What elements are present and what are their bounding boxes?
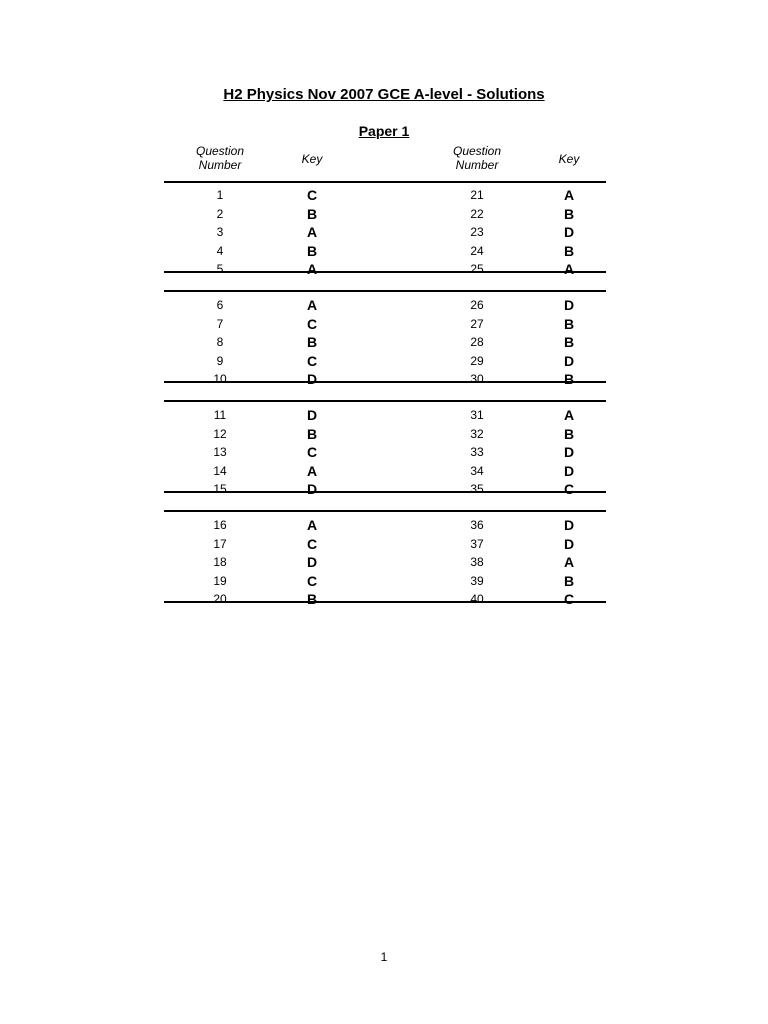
question-number: 13 bbox=[213, 445, 227, 459]
answer-key: C bbox=[563, 481, 575, 497]
table-row bbox=[164, 572, 606, 590]
question-number: 18 bbox=[213, 555, 227, 569]
paper-heading: Paper 1 bbox=[358, 123, 410, 139]
question-number: 27 bbox=[470, 316, 484, 331]
answer-key: D bbox=[306, 371, 318, 387]
answer-key: A bbox=[306, 297, 318, 313]
table-row bbox=[164, 370, 606, 388]
table-row bbox=[164, 535, 606, 553]
answer-key: D bbox=[563, 352, 575, 369]
answer-key: B bbox=[306, 242, 318, 259]
answer-key: B bbox=[306, 334, 318, 350]
answer-key: D bbox=[563, 517, 575, 533]
answer-key: D bbox=[563, 444, 575, 460]
table-row bbox=[164, 333, 606, 351]
question-number: 40 bbox=[470, 592, 484, 606]
answer-key: D bbox=[306, 554, 318, 570]
answer-key: A bbox=[563, 554, 575, 570]
table-rule bbox=[164, 400, 606, 402]
table-row bbox=[164, 296, 606, 314]
answer-key: A bbox=[563, 261, 575, 277]
question-number: 35 bbox=[470, 482, 484, 496]
answer-key: D bbox=[563, 297, 575, 313]
question-number: 2 bbox=[216, 206, 224, 221]
answer-key: D bbox=[563, 535, 575, 552]
question-number: 38 bbox=[470, 555, 484, 569]
header-question-number-right: Question Number bbox=[452, 144, 502, 172]
table-row bbox=[164, 443, 606, 461]
question-number: 15 bbox=[213, 482, 227, 496]
table-row bbox=[164, 186, 606, 204]
table-row bbox=[164, 462, 606, 480]
question-number: 23 bbox=[470, 225, 484, 239]
document-title: H2 Physics Nov 2007 GCE A-level - Solutions bbox=[223, 86, 545, 103]
question-number: 10 bbox=[213, 372, 227, 386]
question-number: 9 bbox=[216, 353, 224, 368]
question-number: 24 bbox=[470, 243, 484, 258]
table-row bbox=[164, 406, 606, 424]
header-question-number-left: Question Number bbox=[195, 144, 245, 172]
table-rule bbox=[164, 290, 606, 292]
answer-key: B bbox=[306, 425, 318, 442]
answer-key: B bbox=[306, 205, 318, 222]
table-row bbox=[164, 553, 606, 571]
header-key-left: Key bbox=[301, 152, 323, 166]
table-row bbox=[164, 260, 606, 278]
answer-key: B bbox=[563, 242, 575, 259]
table-rule bbox=[164, 181, 606, 183]
question-number: 17 bbox=[213, 536, 227, 551]
question-number: 3 bbox=[216, 225, 224, 239]
question-number: 33 bbox=[470, 445, 484, 459]
answer-key: C bbox=[306, 352, 318, 369]
answer-key: B bbox=[563, 315, 575, 332]
question-number: 22 bbox=[470, 206, 484, 221]
answer-key: B bbox=[563, 425, 575, 442]
question-number: 7 bbox=[216, 316, 224, 331]
question-number: 29 bbox=[470, 353, 484, 368]
question-number: 34 bbox=[470, 463, 484, 478]
table-row bbox=[164, 590, 606, 608]
answer-key: C bbox=[306, 535, 318, 552]
answer-key: C bbox=[563, 591, 575, 607]
question-number: 21 bbox=[470, 188, 484, 202]
question-number: 26 bbox=[470, 298, 484, 312]
answer-key: A bbox=[306, 224, 318, 240]
table-row bbox=[164, 205, 606, 223]
question-number: 31 bbox=[470, 408, 484, 422]
answer-key: A bbox=[563, 407, 575, 423]
question-number: 11 bbox=[213, 408, 227, 422]
question-number: 8 bbox=[216, 335, 224, 349]
question-number: 1 bbox=[216, 188, 224, 202]
question-number: 30 bbox=[470, 372, 484, 386]
question-number: 5 bbox=[216, 262, 224, 276]
question-number: 28 bbox=[470, 335, 484, 349]
table-row bbox=[164, 516, 606, 534]
question-number: 39 bbox=[470, 573, 484, 588]
answer-key: C bbox=[306, 187, 318, 203]
answer-key: D bbox=[563, 224, 575, 240]
question-number: 37 bbox=[470, 536, 484, 551]
answer-key: B bbox=[563, 205, 575, 222]
answer-key: A bbox=[306, 462, 318, 479]
answer-key: B bbox=[563, 572, 575, 589]
answer-key: D bbox=[306, 407, 318, 423]
answer-key: B bbox=[306, 591, 318, 607]
table-row bbox=[164, 223, 606, 241]
answer-key: A bbox=[306, 517, 318, 533]
question-number: 16 bbox=[213, 518, 227, 532]
answer-key: D bbox=[306, 481, 318, 497]
question-number: 6 bbox=[216, 298, 224, 312]
table-row bbox=[164, 352, 606, 370]
answer-key: A bbox=[306, 261, 318, 277]
answer-key: C bbox=[306, 572, 318, 589]
table-row bbox=[164, 480, 606, 498]
question-number: 36 bbox=[470, 518, 484, 532]
header-key-right: Key bbox=[558, 152, 580, 166]
table-row bbox=[164, 425, 606, 443]
question-number: 20 bbox=[213, 592, 227, 606]
table-row bbox=[164, 315, 606, 333]
answer-key: C bbox=[306, 315, 318, 332]
answer-key: C bbox=[306, 444, 318, 460]
page-number: 1 bbox=[380, 950, 388, 964]
question-number: 32 bbox=[470, 426, 484, 441]
answer-key: D bbox=[563, 462, 575, 479]
question-number: 12 bbox=[213, 426, 227, 441]
answer-key: B bbox=[563, 334, 575, 350]
question-number: 4 bbox=[216, 243, 224, 258]
table-rule bbox=[164, 510, 606, 512]
answer-key: A bbox=[563, 187, 575, 203]
question-number: 19 bbox=[213, 573, 227, 588]
question-number: 25 bbox=[470, 262, 484, 276]
table-row bbox=[164, 242, 606, 260]
answer-key: B bbox=[563, 371, 575, 387]
question-number: 14 bbox=[213, 463, 227, 478]
